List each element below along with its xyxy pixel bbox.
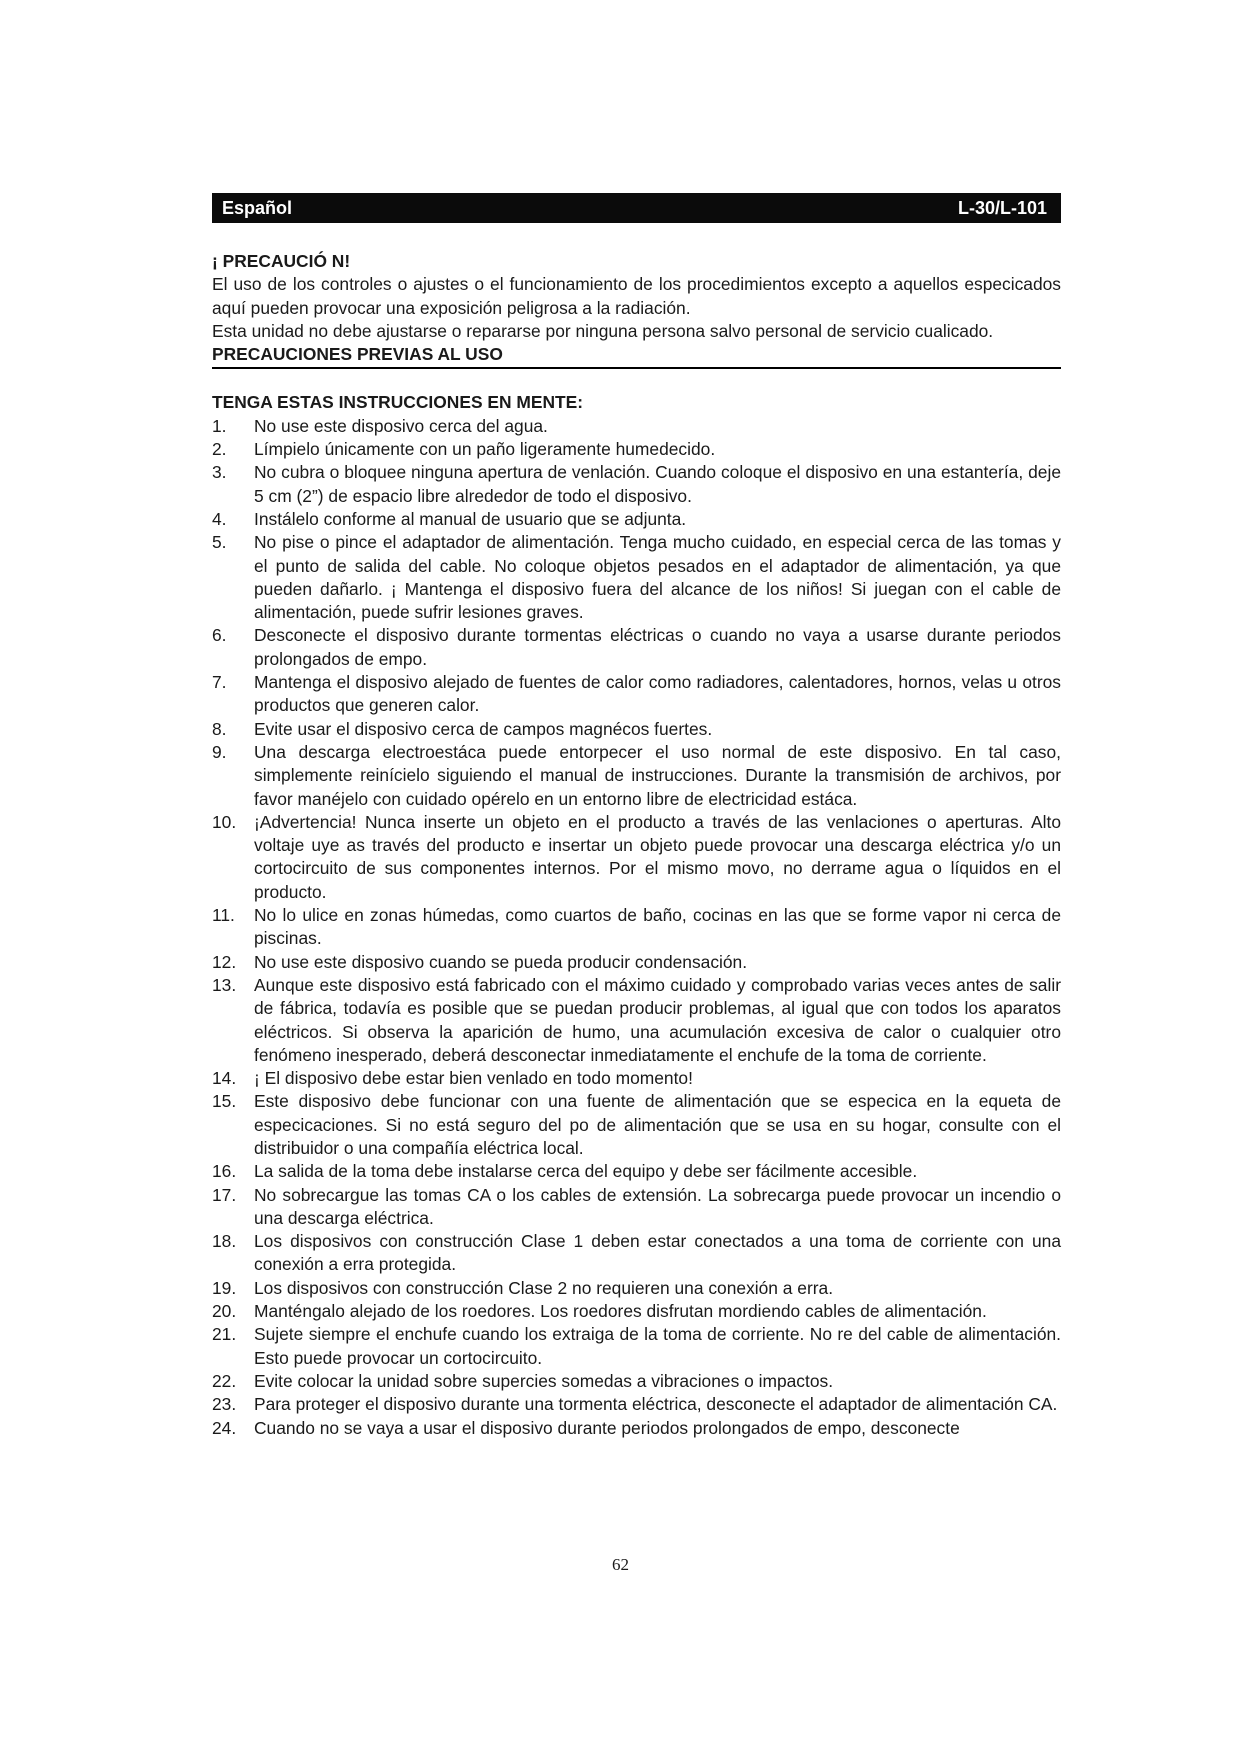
list-item	[212, 1300, 1061, 1323]
list-item	[212, 904, 1061, 951]
item-text: No lo ulice en zonas húmedas, como cuartos de baño, cocinas en las que se forme vapor ni cerca de piscinas.	[254, 905, 1061, 949]
item-text: No pise o pince el adaptador de alimentación. Tenga mucho cuidado, en especial cerca de las tomas y el punto de salida del cable. No coloque objetos pesados en el adaptador de alimentación, ya que pueden dañarlo. ¡ Mantenga el disposivo fuera del alcance de los niños! Si juegan con el cable de alimentación, puede sufrir lesiones graves.	[254, 532, 1061, 623]
item-text: ¡ El disposivo debe estar bien venlado en todo momento!	[254, 1068, 693, 1089]
item-text: Sujete siempre el enchufe cuando los extraiga de la toma de corriente. No re del cable de alimentación. Esto puede provocar un cortocircuito.	[254, 1324, 1061, 1368]
item-text: Desconecte el disposivo durante tormentas eléctricas o cuando no vaya a usarse durante periodos prolongados de empo.	[254, 625, 1061, 669]
item-number: 23.	[212, 1394, 237, 1415]
item-number: 7.	[212, 672, 227, 693]
item-text: Aunque este disposivo está fabricado con el máximo cuidado y comprobado varias veces antes de salir de fábrica, todavía es posible que se puedan producir problemas, al igual que con todos los aparatos eléctricos. Si observa la aparición de humo, una acumulación excesiva de calor o cualquier otro fenómeno inesperado, deberá desconectar inmediatamente el enchufe de la toma de corriente.	[254, 974, 1061, 1065]
item-number: 1.	[212, 415, 227, 436]
item-text: Límpielo únicamente con un paño ligeramente humedecido.	[254, 439, 716, 460]
item-text: Los disposivos con construcción Clase 2 no requieren una conexión a erra.	[254, 1277, 834, 1298]
list-item	[212, 671, 1061, 718]
caution-paragraph-1: El uso de los controles o ajustes o el funcionamiento de los procedimientos excepto a aquellos especicados aquí pueden provocar una exposición peligrosa a la radiación.	[212, 274, 1061, 318]
list-item	[212, 951, 1061, 974]
list-item	[212, 1323, 1061, 1370]
language-label: Español	[222, 197, 293, 218]
item-number: 12.	[212, 951, 237, 972]
item-text: Para proteger el disposivo durante una tormenta eléctrica, desconecte el adaptador de alimentación CA.	[254, 1394, 1058, 1415]
item-number: 8.	[212, 718, 227, 739]
item-number: 3.	[212, 462, 227, 483]
item-text: Evite usar el disposivo cerca de campos magnécos fuertes.	[254, 718, 713, 739]
item-text: Mantenga el disposivo alejado de fuentes de calor como radiadores, calentadores, hornos, velas u otros productos que generen calor.	[254, 672, 1061, 716]
list-item	[212, 508, 1061, 531]
list-item	[212, 1230, 1061, 1277]
item-text: Evite colocar la unidad sobre supercies somedas a vibraciones o impactos.	[254, 1370, 834, 1391]
item-text: No use este disposivo cerca del agua.	[254, 415, 548, 436]
list-item	[212, 718, 1061, 741]
item-number: 14.	[212, 1068, 237, 1089]
item-text: Este disposivo debe funcionar con una fuente de alimentación que se especica en la equeta de especicaciones. Si no está seguro del po de alimentación que se usa en su hogar, consulte con el distribuidor o una compañía eléctrica local.	[254, 1091, 1061, 1158]
item-text: Manténgalo alejado de los roedores. Los roedores disfrutan mordiendo cables de alimentación.	[254, 1301, 987, 1322]
item-text: ¡Advertencia! Nunca inserte un objeto en el producto a través de las venlaciones o aperturas. Alto voltaje uye as través del producto e insertar un objeto puede provocar una descarga eléctrica y/o un cortocircuito de sus componentes internos. Por el mismo movo, no derrame agua o líquidos en el producto.	[254, 811, 1061, 902]
item-number: 10.	[212, 811, 237, 832]
list-item	[212, 531, 1061, 624]
model-label: L-30/L-101	[957, 197, 1047, 218]
item-text: No cubra o bloquee ninguna apertura de venlación. Cuando coloque el disposivo en una estantería, deje 5 cm (2”) de espacio libre alrededor de todo el disposivo.	[254, 462, 1061, 506]
item-number: 20.	[212, 1301, 237, 1322]
instructions-list	[212, 415, 1061, 1440]
page-content	[212, 250, 1061, 1440]
item-number: 16.	[212, 1161, 237, 1182]
list-item	[212, 974, 1061, 1067]
item-text: No sobrecargue las tomas CA o los cables de extensión. La sobrecarga puede provocar un incendio o una descarga eléctrica.	[254, 1184, 1061, 1228]
item-number: 4.	[212, 508, 227, 529]
section-header-bar	[212, 193, 1061, 223]
list-item	[212, 1090, 1061, 1160]
item-number: 22.	[212, 1370, 237, 1391]
item-text: Instálelo conforme al manual de usuario que se adjunta.	[254, 508, 687, 529]
list-item	[212, 1067, 1061, 1090]
item-number: 5.	[212, 532, 227, 553]
item-number: 15.	[212, 1091, 237, 1112]
caution-paragraph-2: Esta unidad no debe ajustarse o repararse por ninguna persona salvo personal de servicio cualicado.	[212, 320, 994, 341]
item-text: Una descarga electroestáca puede entorpecer el uso normal de este disposivo. En tal caso, simplemente reinícielo siguiendo el manual de instrucciones. Durante la transmisión de archivos, por favor manéjelo con cuidado opérelo en un entorno libre de electricidad estáca.	[254, 741, 1061, 809]
item-text: La salida de la toma debe instalarse cerca del equipo y debe ser fácilmente accesible.	[254, 1161, 918, 1182]
item-number: 11.	[212, 905, 235, 926]
item-text: No use este disposivo cuando se pueda producir condensación.	[254, 951, 748, 972]
instructions-heading: TENGA ESTAS INSTRUCCIONES EN MENTE:	[212, 392, 584, 413]
item-text: Los disposivos con construcción Clase 1 deben estar conectados a una toma de corriente con una conexión a erra protegida.	[254, 1231, 1061, 1275]
caution-title: ¡ PRECAUCIÓ N!	[212, 251, 351, 271]
list-item	[212, 415, 1061, 438]
list-item	[212, 811, 1061, 904]
item-number: 24.	[212, 1417, 237, 1438]
item-number: 18.	[212, 1231, 237, 1252]
item-number: 17.	[212, 1184, 237, 1205]
list-item	[212, 624, 1061, 671]
item-number: 6.	[212, 625, 227, 646]
list-item	[212, 1184, 1061, 1231]
item-number: 21.	[212, 1324, 237, 1345]
section-title: PRECAUCIONES PREVIAS AL USO	[212, 343, 1061, 369]
list-item	[212, 438, 1061, 461]
list-item	[212, 1160, 1061, 1183]
item-number: 13.	[212, 974, 237, 995]
list-item	[212, 461, 1061, 508]
list-item	[212, 741, 1061, 811]
item-number: 19.	[212, 1277, 237, 1298]
item-text: Cuando no se vaya a usar el disposivo durante periodos prolongados de empo, desconecte	[254, 1417, 960, 1438]
list-item	[212, 1370, 1061, 1393]
item-number: 2.	[212, 439, 227, 460]
page-number: 62	[612, 1555, 629, 1574]
item-number: 9.	[212, 741, 227, 762]
list-item	[212, 1417, 1061, 1440]
list-item	[212, 1393, 1061, 1416]
list-item	[212, 1277, 1061, 1300]
